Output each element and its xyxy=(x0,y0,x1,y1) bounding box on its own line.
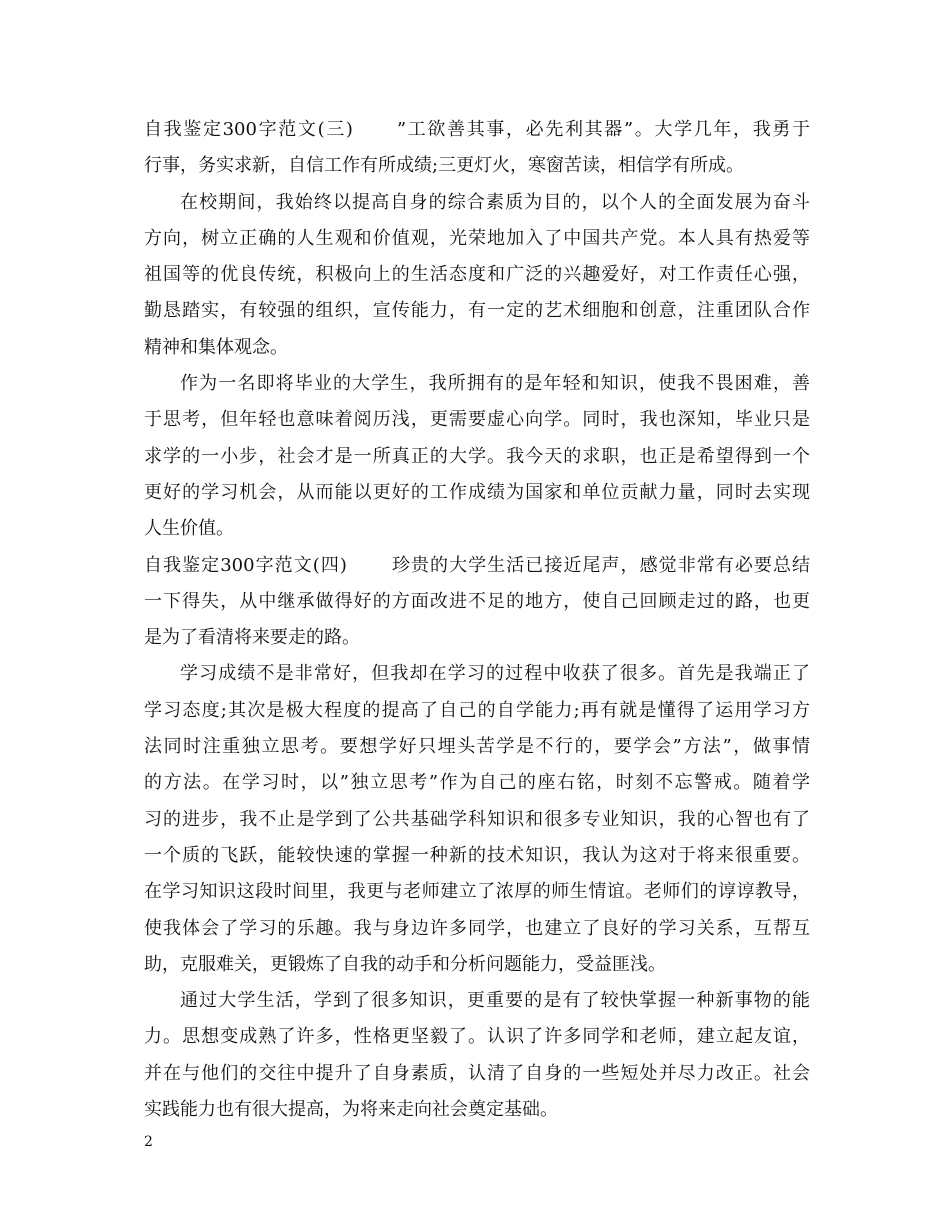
paragraph-text: ”工欲善其事，必先利其器”。大学几年，我勇于 xyxy=(396,119,810,140)
paragraph-line: 一下得失，从中继承做得好的方面改进不足的地方，使自己回顾走过的路，也更 xyxy=(144,590,810,612)
paragraph-line: 学习态度;其次是极大程度的提高了自己的自学能力;再有就是懂得了运用学习方 xyxy=(144,699,810,721)
paragraph-line: 学习成绩不是非常好，但我却在学习的过程中收获了很多。首先是我端正了 xyxy=(180,663,810,685)
page-number: 2 xyxy=(144,1134,153,1150)
paragraph-line: 方向，树立正确的人生观和价值观，光荣地加入了中国共产党。本人具有热爱等 xyxy=(144,227,810,249)
paragraph-line: 在校期间，我始终以提高自身的综合素质为目的，以个人的全面发展为奋斗 xyxy=(180,191,810,213)
document-body xyxy=(144,112,810,1128)
paragraph-line: 更好的学习机会，从而能以更好的工作成绩为国家和单位贡献力量，同时去实现 xyxy=(144,481,810,503)
paragraph-line: 是为了看清将来要走的路。 xyxy=(144,627,360,649)
paragraph-line: 使我体会了学习的乐趣。我与身边许多同学，也建立了良好的学习关系，互帮互 xyxy=(144,917,810,939)
paragraph-line: 实践能力也有很大提高，为将来走向社会奠定基础。 xyxy=(144,1099,558,1121)
section-heading: 自我鉴定300字范文(三) xyxy=(144,119,353,140)
paragraph-line: 于思考，但年轻也意味着阅历浅，更需要虚心向学。同时，我也深知，毕业只是 xyxy=(144,409,810,431)
paragraph-line: 在学习知识这段时间里，我更与老师建立了浓厚的师生情谊。老师们的谆谆教导， xyxy=(144,881,810,903)
paragraph-line: 勤恳踏实，有较强的组织，宣传能力，有一定的艺术细胞和创意，注重团队合作 xyxy=(144,300,810,322)
paragraph-line: 的方法。在学习时，以”独立思考”作为自己的座右铭，时刻不忘警戒。随着学 xyxy=(144,772,810,794)
section-heading-line xyxy=(144,548,810,584)
paragraph-line: 习的进步，我不止是学到了公共基础学科知识和很多专业知识，我的心智也有了 xyxy=(144,808,810,830)
paragraph-line: 精神和集体观念。 xyxy=(144,336,288,358)
paragraph-line: 行事，务实求新，自信工作有所成绩;三更灯火，寒窗苦读，相信学有所成。 xyxy=(144,155,745,177)
paragraph-line: 力。思想变成熟了许多，性格更坚毅了。认识了许多同学和老师，建立起友谊， xyxy=(144,1026,810,1048)
paragraph-line: 祖国等的优良传统，积极向上的生活态度和广泛的兴趣爱好，对工作责任心强， xyxy=(144,264,810,286)
paragraph-line: 法同时注重独立思考。要想学好只埋头苦学是不行的，要学会”方法”，做事情 xyxy=(144,736,810,758)
paragraph-line: 作为一名即将毕业的大学生，我所拥有的是年轻和知识，使我不畏困难，善 xyxy=(180,373,810,395)
paragraph-line: 一个质的飞跃，能较快速的掌握一种新的技术知识，我认为这对于将来很重要。 xyxy=(144,844,810,866)
section-heading-line xyxy=(144,112,810,148)
paragraph-line: 助，克服难关，更锻炼了自我的动手和分析问题能力，受益匪浅。 xyxy=(144,953,666,975)
paragraph-text: 珍贵的大学生活已接近尾声，感觉非常有必要总结 xyxy=(390,554,810,576)
paragraph-line: 通过大学生活，学到了很多知识，更重要的是有了较快掌握一种新事物的能 xyxy=(180,990,810,1012)
section-heading: 自我鉴定300字范文(四) xyxy=(144,554,347,576)
paragraph-line: 人生价值。 xyxy=(144,518,234,540)
paragraph-line: 求学的一小步，社会才是一所真正的大学。我今天的求职，也正是希望得到一个 xyxy=(144,445,810,467)
paragraph-line: 并在与他们的交往中提升了自身素质，认清了自身的一些短处并尽力改正。社会 xyxy=(144,1062,810,1084)
